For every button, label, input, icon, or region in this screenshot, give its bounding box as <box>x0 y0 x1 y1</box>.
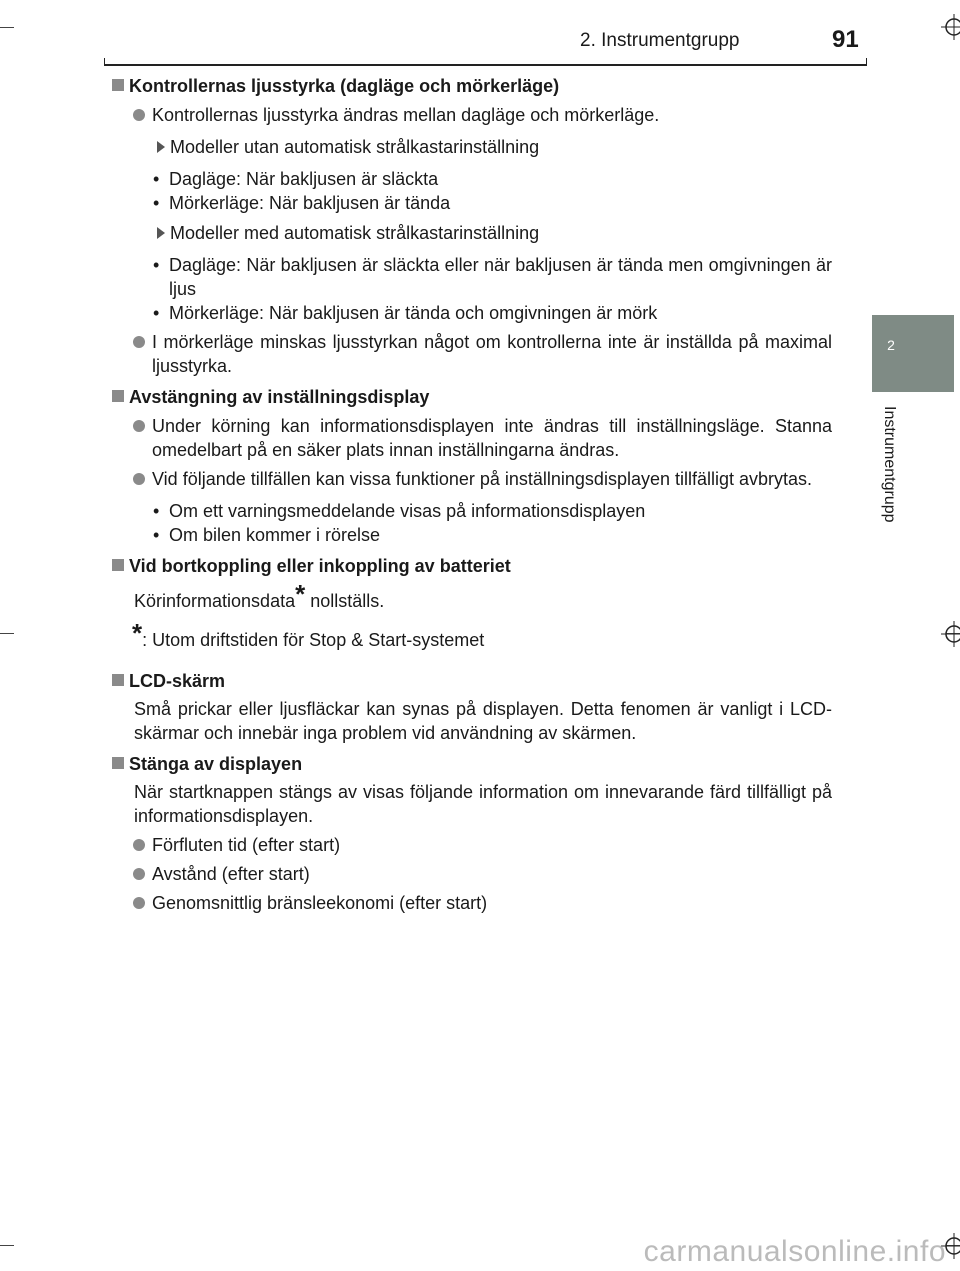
bullet-item <box>112 833 832 857</box>
paragraph: När startknappen stängs av visas följande information om innevarande färd tillfälligt på informationsdisplayen. <box>134 782 832 826</box>
page-content <box>112 74 832 915</box>
heading-text: LCD-skärm <box>129 671 226 691</box>
list-item-text: Om bilen kommer i rörelse <box>169 525 381 545</box>
section-heading <box>112 669 832 693</box>
registration-mark-icon <box>941 621 960 647</box>
circle-bullet-icon <box>133 473 145 485</box>
chapter-label-text: Instrumentgrupp <box>881 406 898 523</box>
list-item <box>112 301 832 325</box>
chapter-tab-number: 2 <box>887 337 895 353</box>
crop-mark <box>0 1245 14 1246</box>
bullet-text: I mörkerläge minskas ljusstyrkan något om kontrollerna inte är inställda på maximal ljusstyrka. <box>152 332 832 376</box>
paragraph <box>112 579 832 613</box>
section-heading <box>112 752 832 776</box>
section-heading <box>112 74 832 98</box>
list-item <box>112 523 832 547</box>
paragraph-text: Körinformationsdata <box>134 591 296 611</box>
page-number: 91 <box>832 26 859 53</box>
triangle-arrow-icon <box>157 227 165 239</box>
triangle-arrow-icon <box>157 141 165 153</box>
list-item <box>112 191 832 215</box>
list-marker: • <box>153 501 160 521</box>
list-item-text: Om ett varningsmeddelande visas på informationsdisplayen <box>169 501 646 521</box>
bullet-text: Avstånd (efter start) <box>152 864 310 884</box>
sub-heading <box>112 135 832 159</box>
list-item-text: Dagläge: När bakljusen är släckta eller när bakljusen är tända men omgivningen är ljus <box>169 255 832 299</box>
section-heading <box>112 385 832 409</box>
sub-heading-text: Modeller utan automatisk strålkastarinställning <box>170 137 540 157</box>
circle-bullet-icon <box>133 109 145 121</box>
heading-text: Vid bortkoppling eller inkoppling av batteriet <box>129 556 511 576</box>
sub-heading <box>112 221 832 245</box>
circle-bullet-icon <box>133 336 145 348</box>
list-marker: • <box>153 303 160 323</box>
bullet-item <box>112 103 832 127</box>
bullet-text: Genomsnittlig bränsleekonomi (efter start) <box>152 893 488 913</box>
chapter-tab <box>872 315 954 392</box>
paragraph: Små prickar eller ljusfläckar kan synas på displayen. Detta fenomen är vanligt i LCD-skärmar och innebär inga problem vid användning av skärmen. <box>134 699 832 743</box>
circle-bullet-icon <box>133 868 145 880</box>
square-bullet-icon <box>112 390 124 402</box>
list-item-text: Mörkerläge: När bakljusen är tända <box>169 193 451 213</box>
bullet-text: Under körning kan informationsdisplayen inte ändras till inställningsläge. Stanna omedelbart på en säker plats innan inställningarna ändras. <box>152 416 832 460</box>
list-marker: • <box>153 255 160 275</box>
bullet-item <box>112 862 832 886</box>
square-bullet-icon <box>112 757 124 769</box>
spacer <box>112 652 832 662</box>
bullet-item <box>112 330 832 378</box>
list-marker: • <box>153 525 160 545</box>
registration-mark-icon <box>941 14 960 40</box>
footnote-text: : Utom driftstiden för Stop & Start-systemet <box>142 630 485 650</box>
list-item-text: Dagläge: När bakljusen är släckta <box>169 169 439 189</box>
heading-text: Kontrollernas ljusstyrka (dagläge och mörkerläge) <box>129 76 560 96</box>
square-bullet-icon <box>112 559 124 571</box>
circle-bullet-icon <box>133 897 145 909</box>
bullet-text: Vid följande tillfällen kan vissa funktioner på inställningsdisplayen tillfälligt avbrytas. <box>152 469 813 489</box>
heading-text: Avstängning av inställningsdisplay <box>129 387 430 407</box>
footnote-marker: * <box>132 618 143 648</box>
bullet-item <box>112 467 832 491</box>
chapter-label <box>880 406 902 546</box>
sub-heading-text: Modeller med automatisk strålkastarinställning <box>170 223 540 243</box>
bullet-text: Kontrollernas ljusstyrka ändras mellan dagläge och mörkerläge. <box>152 105 660 125</box>
bullet-text: Förfluten tid (efter start) <box>152 835 341 855</box>
list-item <box>112 499 832 523</box>
bullet-item <box>112 414 832 462</box>
header-rule <box>104 64 866 66</box>
header-section-title: 2. Instrumentgrupp <box>580 30 740 51</box>
bullet-item <box>112 891 832 915</box>
crop-mark <box>0 633 14 634</box>
list-marker: • <box>153 193 160 213</box>
section-heading <box>112 554 832 578</box>
footnote <box>112 618 832 652</box>
square-bullet-icon <box>112 674 124 686</box>
list-marker: • <box>153 169 160 189</box>
square-bullet-icon <box>112 79 124 91</box>
list-item-text: Mörkerläge: När bakljusen är tända och omgivningen är mörk <box>169 303 658 323</box>
footnote-marker: * <box>295 579 306 609</box>
crop-mark <box>0 27 14 28</box>
paragraph-text: nollställs. <box>305 591 385 611</box>
watermark: carmanualsonline.info <box>643 1235 946 1268</box>
circle-bullet-icon <box>133 839 145 851</box>
header-tick <box>104 58 105 66</box>
circle-bullet-icon <box>133 420 145 432</box>
list-item <box>112 167 832 191</box>
heading-text: Stänga av displayen <box>129 754 303 774</box>
list-item <box>112 253 832 301</box>
header-tick <box>866 58 867 66</box>
